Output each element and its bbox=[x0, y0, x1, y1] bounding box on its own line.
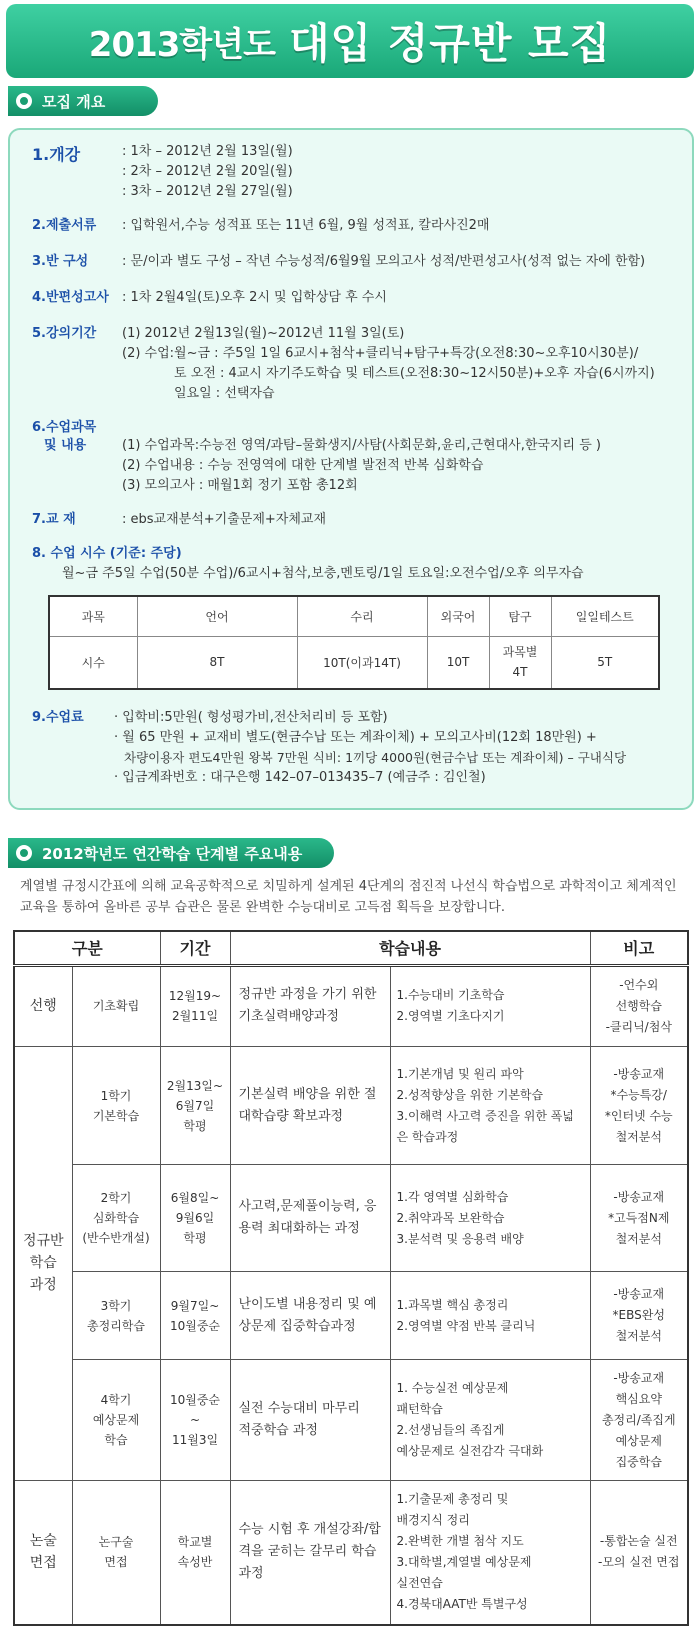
stage-content: 1. 수능실전 예상문제 패턴학습 2.선생님들의 족집게 예상문제로 실전감각 극대화 bbox=[390, 1360, 590, 1480]
group-advance: 선행 bbox=[14, 965, 72, 1047]
hours-language: 8T bbox=[137, 636, 297, 689]
overview-value-6a: (1) 수업과목:수능전 영역/과탐–물화생지/사탐(사회문화,윤리,근현대사,한국지리 등 ) bbox=[122, 438, 601, 453]
overview-label-2: 2.제출서류 bbox=[32, 218, 97, 233]
table-row bbox=[14, 1360, 688, 1480]
section-title-annual: 2012학년도 연간학습 단계별 주요내용 bbox=[8, 838, 334, 868]
stage-content: 1.과목별 핵심 총정리 2.영역별 약점 반복 클리닉 bbox=[390, 1271, 590, 1360]
overview-value-9c: 차량이용자 편도4만원 왕복 7만원 식비: 1끼당 4000원(현금수납 또는 계좌이체) – 구내식당 bbox=[124, 750, 627, 765]
stage-content: 1.기출문제 총정리 및 배경지식 정리 2.완벽한 개별 첨삭 지도 3.대학별,계열별 예상문제 실전연습 4.경북대AAT반 특별구성 bbox=[390, 1480, 590, 1625]
hours-daily-test: 5T bbox=[551, 636, 659, 689]
overview-value-1b: : 2차 – 2012년 2월 20일(월) bbox=[122, 164, 293, 179]
stage-note: -언수외 선행학습 -클리닉/첨삭 bbox=[590, 965, 688, 1047]
hours-header-math: 수리 bbox=[297, 596, 427, 636]
plan-header-note: 비고 bbox=[590, 931, 688, 965]
table-row bbox=[14, 1165, 688, 1272]
group-regular: 정규반 학습 과정 bbox=[14, 1047, 72, 1481]
overview-value-5b: (2) 수업:월~금 : 주5일 1일 6교시+첨삭+클리닉+탐구+특강(오전8:30~오후10시30분)/ bbox=[122, 346, 639, 361]
overview-label-7: 7.교 재 bbox=[32, 512, 76, 527]
stage-description: 수능 시험 후 개설강좌/합격을 굳히는 갈무리 학습과정 bbox=[230, 1480, 390, 1625]
section-title-overview: 모집 개요 bbox=[8, 86, 158, 116]
stage-content: 1.수능대비 기초학습 2.영역별 기초다지기 bbox=[390, 965, 590, 1047]
stage-name: 기초확립 bbox=[72, 965, 160, 1047]
stage-name: 2학기 심화학습 (반수반개설) bbox=[72, 1165, 160, 1272]
overview-label-5: 5.강의기간 bbox=[32, 326, 97, 341]
stage-period: 2월13일~ 6월7일 학평 bbox=[160, 1047, 230, 1165]
stage-period: 12월19~ 2월11일 bbox=[160, 965, 230, 1047]
stage-period: 6월8일~ 9월6일 학평 bbox=[160, 1165, 230, 1272]
overview-value-8: 월~금 주5일 수업(50분 수업)/6교시+첨삭,보충,멘토링/1일 토요일:오전수업/오후 의무자습 bbox=[62, 566, 584, 581]
overview-value-9b: · 월 65 만원 + 교재비 별도(현금수납 또는 계좌이체) + 모의고사비(12회 18만원) + bbox=[114, 730, 597, 745]
hours-header-inquiry: 탐구 bbox=[489, 596, 551, 636]
stage-note: -통합논술 실전 -모의 실전 면접 bbox=[590, 1480, 688, 1625]
overview-value-5a: (1) 2012년 2월13일(월)~2012년 11월 3일(토) bbox=[122, 326, 405, 341]
overview-value-5d: 일요일 : 선택자습 bbox=[174, 386, 275, 401]
overview-label-4: 4.반편성고사 bbox=[32, 290, 109, 305]
stage-description: 정규반 과정을 가기 위한 기초실력배양과정 bbox=[230, 965, 390, 1047]
stage-note: -방송교재 *수능특강/ *인터넷 수능 철저분석 bbox=[590, 1047, 688, 1165]
stage-description: 기본실력 배양을 위한 절대학습량 확보과정 bbox=[230, 1047, 390, 1165]
hours-row-label: 시수 bbox=[49, 636, 137, 689]
banner-title: 대입 정규반 모집 bbox=[288, 19, 612, 68]
overview-value-6c: (3) 모의고사 : 매월1회 정기 포함 총12회 bbox=[122, 478, 358, 493]
stage-name: 논구술 면접 bbox=[72, 1480, 160, 1625]
overview-label-8: 8. 수업 시수 (기준: 주당) bbox=[32, 546, 182, 561]
overview-label-9: 9.수업료 bbox=[32, 710, 84, 725]
overview-label-3: 3.반 구성 bbox=[32, 254, 89, 269]
stage-name: 3학기 총정리학습 bbox=[72, 1271, 160, 1360]
hours-header-language: 언어 bbox=[137, 596, 297, 636]
stage-period: 10월중순 ~ 11월3일 bbox=[160, 1360, 230, 1480]
stage-description: 난이도별 내용정리 및 예상문제 집중학습과정 bbox=[230, 1271, 390, 1360]
overview-value-1c: : 3차 – 2012년 2월 27일(월) bbox=[122, 184, 293, 199]
bullet-circle-icon bbox=[16, 845, 32, 861]
stage-name: 4학기 예상문제 학습 bbox=[72, 1360, 160, 1480]
hours-english: 10T bbox=[427, 636, 489, 689]
table-row bbox=[14, 1271, 688, 1360]
annual-description: 계열별 규정시간표에 의해 교육공학적으로 치밀하게 설계된 4단계의 점진적 나선식 학습법으로 과학적이고 체계적인 교육을 통하여 올바른 공부 습관은 물론 완벽한 수능대비로 고득점 획득을 보장합니다. bbox=[20, 879, 677, 915]
overview-label-1: 1.개강 bbox=[32, 145, 81, 164]
stage-note: -방송교재 *EBS완성 철저분석 bbox=[590, 1271, 688, 1360]
stage-content: 1.기본개념 및 원리 파악 2.성적향상을 위한 기본학습 3.이해력 사고력 증진을 위한 폭넓은 학습과정 bbox=[390, 1047, 590, 1165]
overview-value-4: : 1차 2월4일(토)오후 2시 및 입학상담 후 수시 bbox=[122, 290, 387, 305]
hours-header-daily-test: 일일테스트 bbox=[551, 596, 659, 636]
stage-description: 실전 수능대비 마무리 적중학습 과정 bbox=[230, 1360, 390, 1480]
overview-box bbox=[8, 128, 694, 810]
stage-name: 1학기 기본학습 bbox=[72, 1047, 160, 1165]
stage-period: 학교별 속성반 bbox=[160, 1480, 230, 1625]
group-essay-interview: 논술 면접 bbox=[14, 1480, 72, 1625]
stage-note: -방송교재 핵심요약 총정리/족집게 예상문제 집중학습 bbox=[590, 1360, 688, 1480]
overview-value-9d: · 입금계좌번호 : 대구은행 142–07–013435–7 (예금주 : 김인철) bbox=[114, 770, 486, 785]
banner-year: 2013학년도 bbox=[88, 24, 275, 65]
stage-description: 사고력,문제풀이능력, 응용력 최대화하는 과정 bbox=[230, 1165, 390, 1272]
hours-table bbox=[48, 595, 660, 690]
hours-header-subject: 과목 bbox=[49, 596, 137, 636]
hours-math: 10T(이과14T) bbox=[297, 636, 427, 689]
table-row bbox=[14, 1047, 688, 1165]
stage-period: 9월7일~ 10월중순 bbox=[160, 1271, 230, 1360]
table-row bbox=[14, 965, 688, 1047]
plan-header-content: 학습내용 bbox=[230, 931, 590, 965]
overview-value-7: : ebs교재분석+기출문제+자체교재 bbox=[122, 512, 327, 527]
plan-header-category: 구분 bbox=[14, 931, 160, 965]
hours-inquiry: 과목별 4T bbox=[489, 636, 551, 689]
overview-value-1a: : 1차 – 2012년 2월 13일(월) bbox=[122, 144, 293, 159]
bullet-circle-icon bbox=[16, 93, 32, 109]
header-banner bbox=[6, 4, 694, 78]
overview-value-6b: (2) 수업내용 : 수능 전영역에 대한 단계별 발전적 반복 심화학습 bbox=[122, 458, 484, 473]
overview-label-6a: 6.수업과목 bbox=[32, 420, 97, 435]
overview-label-6b: 및 내용 bbox=[44, 438, 87, 453]
overview-value-3: : 문/이과 별도 구성 – 작년 수능성적/6월9월 모의고사 성적/반편성고사(성적 없는 자에 한함) bbox=[122, 254, 646, 269]
stage-content: 1.각 영역별 심화학습 2.취약과목 보완학습 3.분석력 및 응용력 배양 bbox=[390, 1165, 590, 1272]
overview-value-2: : 입학원서,수능 성적표 또는 11년 6월, 9월 성적표, 칼라사진2매 bbox=[122, 218, 490, 233]
table-row bbox=[14, 1480, 688, 1625]
overview-value-5c: 토 오전 : 4교시 자기주도학습 및 테스트(오전8:30~12시50분)+오후 자습(6시까지) bbox=[174, 366, 655, 381]
stage-note: -방송교재 *고득점N제 철저분석 bbox=[590, 1165, 688, 1272]
plan-header-period: 기간 bbox=[160, 931, 230, 965]
annual-plan-table bbox=[13, 930, 689, 1626]
hours-header-english: 외국어 bbox=[427, 596, 489, 636]
overview-value-9a: · 입학비:5만원( 형성평가비,전산처리비 등 포함) bbox=[114, 710, 388, 725]
